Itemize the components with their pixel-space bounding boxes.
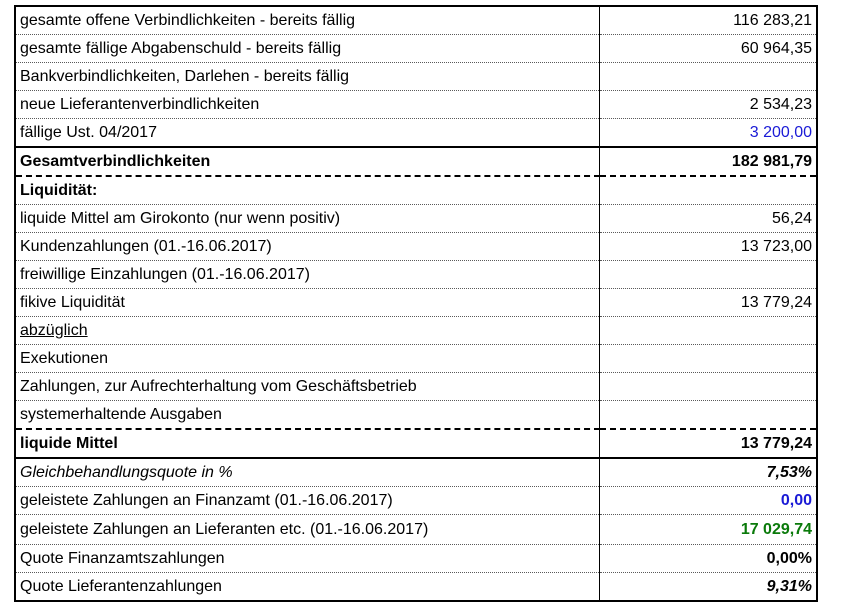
table-row — [15, 91, 817, 119]
row-label: geleistete Zahlungen an Lieferanten etc. (01.-16.06.2017) — [15, 515, 599, 545]
row-label: Exekutionen — [15, 345, 599, 373]
row-value: 0,00% — [599, 545, 817, 573]
row-value: 17 029,74 — [599, 515, 817, 545]
table-row — [15, 205, 817, 233]
table-row — [15, 401, 817, 430]
table-row — [15, 545, 817, 573]
table-row — [15, 6, 817, 35]
table-row — [15, 63, 817, 91]
table-row — [15, 289, 817, 317]
row-value: 0,00 — [599, 487, 817, 515]
row-value — [599, 317, 817, 345]
table-row — [15, 573, 817, 602]
row-label — [15, 317, 599, 345]
equal-treatment-quota-row — [15, 458, 817, 487]
liquid-funds-row — [15, 429, 817, 458]
table-row — [15, 119, 817, 148]
row-label: Quote Lieferantenzahlungen — [15, 573, 599, 602]
row-value: 116 283,21 — [599, 6, 817, 35]
row-label: gesamte offene Verbindlichkeiten - bereits fällig — [15, 6, 599, 35]
liquidity-table — [14, 5, 818, 602]
table-row — [15, 373, 817, 401]
row-value: 13 723,00 — [599, 233, 817, 261]
row-label: gesamte fällige Abgabenschuld - bereits fällig — [15, 35, 599, 63]
row-value — [599, 176, 817, 205]
table-row — [15, 35, 817, 63]
row-value — [599, 401, 817, 430]
row-label: Zahlungen, zur Aufrechterhaltung vom Geschäftsbetrieb — [15, 373, 599, 401]
deduction-heading: abzüglich — [20, 322, 88, 339]
row-value: 7,53% — [599, 458, 817, 487]
row-value: 3 200,00 — [599, 119, 817, 148]
table-row — [15, 515, 817, 545]
row-value: 182 981,79 — [599, 147, 817, 176]
row-value: 56,24 — [599, 205, 817, 233]
row-value: 2 534,23 — [599, 91, 817, 119]
row-value: 13 779,24 — [599, 289, 817, 317]
row-value — [599, 63, 817, 91]
row-value — [599, 345, 817, 373]
table-row — [15, 345, 817, 373]
table-row — [15, 233, 817, 261]
row-label: liquide Mittel am Girokonto (nur wenn positiv) — [15, 205, 599, 233]
row-label: Bankverbindlichkeiten, Darlehen - bereits fällig — [15, 63, 599, 91]
row-label: Gleichbehandlungsquote in % — [15, 458, 599, 487]
row-value — [599, 261, 817, 289]
row-value: 60 964,35 — [599, 35, 817, 63]
table-row — [15, 317, 817, 345]
row-label: freiwillige Einzahlungen (01.-16.06.2017) — [15, 261, 599, 289]
section-heading-row — [15, 176, 817, 205]
row-label: liquide Mittel — [15, 429, 599, 458]
row-label: neue Lieferantenverbindlichkeiten — [15, 91, 599, 119]
row-value — [599, 373, 817, 401]
row-label: fällige Ust. 04/2017 — [15, 119, 599, 148]
total-liabilities-row — [15, 147, 817, 176]
row-label: systemerhaltende Ausgaben — [15, 401, 599, 430]
table-row — [15, 487, 817, 515]
row-value: 9,31% — [599, 573, 817, 602]
row-value: 13 779,24 — [599, 429, 817, 458]
row-label: fikive Liquidität — [15, 289, 599, 317]
row-label: Gesamtverbindlichkeiten — [15, 147, 599, 176]
section-heading: Liquidität: — [15, 176, 599, 205]
row-label: geleistete Zahlungen an Finanzamt (01.-16.06.2017) — [15, 487, 599, 515]
row-label: Kundenzahlungen (01.-16.06.2017) — [15, 233, 599, 261]
table-row — [15, 261, 817, 289]
row-label: Quote Finanzamtszahlungen — [15, 545, 599, 573]
